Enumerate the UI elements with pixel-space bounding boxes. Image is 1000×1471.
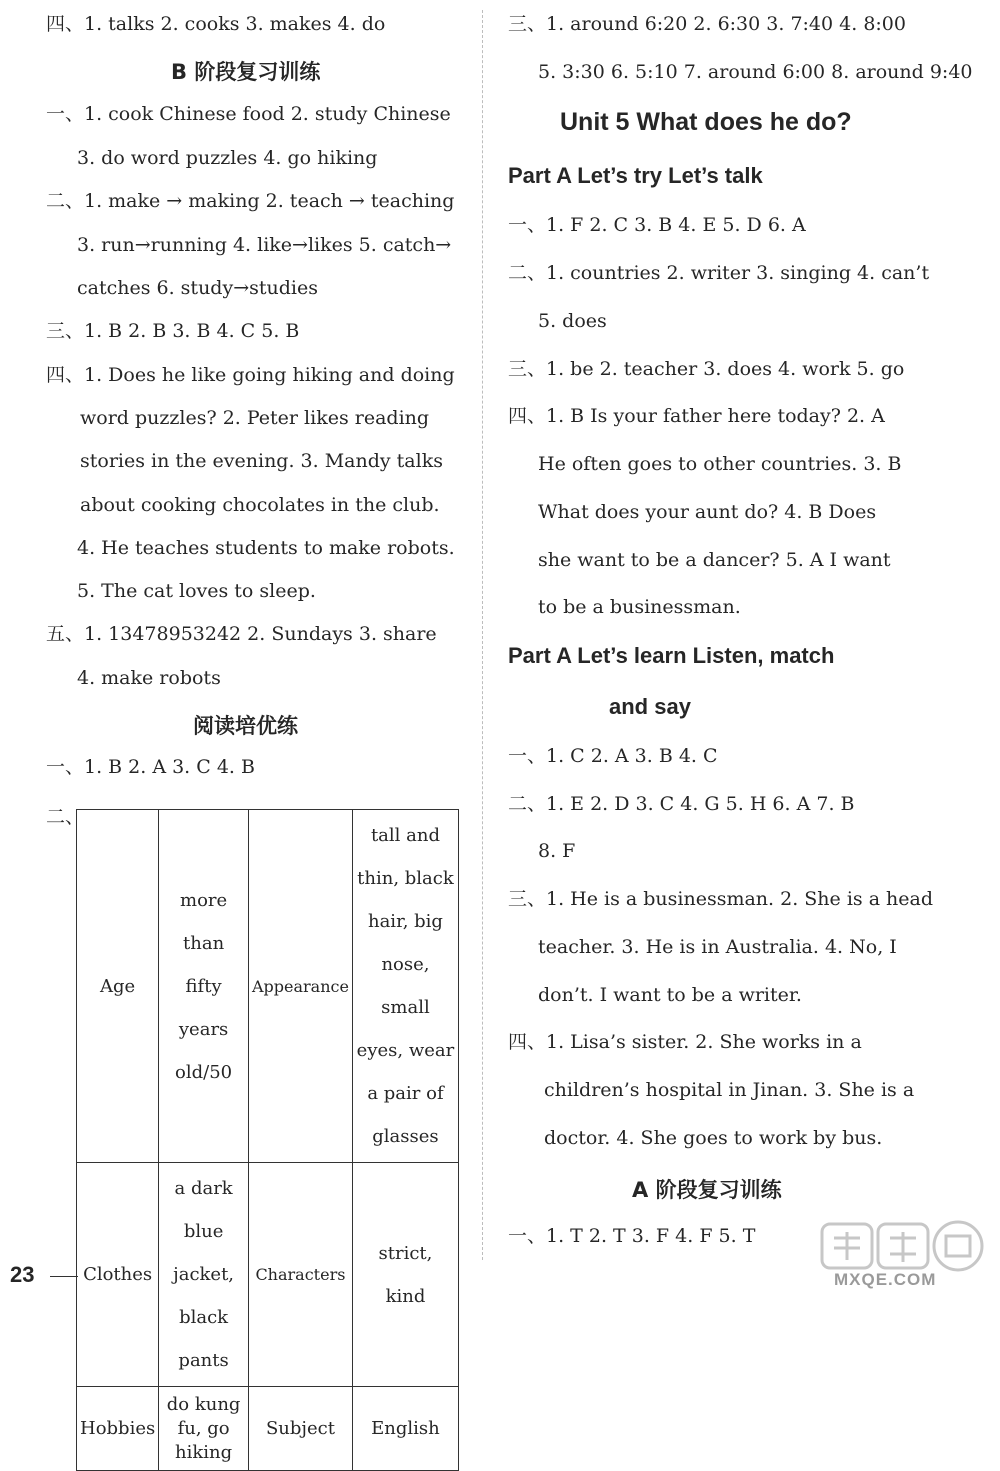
answer-line: 二、1. make → making 2. teach → teaching	[46, 190, 455, 212]
answer-line: 三、1. B 2. B 3. B 4. C 5. B	[46, 320, 300, 342]
answer-line: don’t. I want to be a writer.	[538, 984, 802, 1006]
answer-line: 三、1. He is a businessman. 2. She is a head	[508, 888, 934, 910]
table-cell: Clothes	[77, 1163, 159, 1387]
answer-line: 一、1. C 2. A 3. B 4. C	[508, 745, 718, 767]
answer-line: What does your aunt do? 4. B Does	[538, 501, 877, 523]
answer-line: 四、1. Lisa’s sister. 2. She works in a	[508, 1031, 862, 1053]
section-heading-a-review: A 阶段复习训练	[632, 1178, 782, 1202]
answer-line: 4. make robots	[77, 667, 221, 689]
watermark-url: MXQE.COM	[834, 1270, 937, 1289]
table-cell: Characters	[248, 1163, 352, 1387]
table-cell: English	[352, 1387, 458, 1471]
answer-line: doctor. 4. She goes to work by bus.	[544, 1127, 883, 1149]
page-number: 23	[10, 1262, 35, 1287]
reading-answer-table	[76, 809, 459, 1471]
answer-line: teacher. 3. He is in Australia. 4. No, I	[538, 936, 897, 958]
answer-line: 二、1. countries 2. writer 3. singing 4. can’t	[508, 262, 930, 284]
answer-line: 四、1. talks 2. cooks 3. makes 4. do	[46, 13, 386, 35]
answer-line: 三、1. be 2. teacher 3. does 4. work 5. go	[508, 358, 905, 380]
table-cell: Hobbies	[77, 1387, 159, 1471]
section-heading-b-review: B 阶段复习训练	[171, 60, 321, 84]
answer-line: she want to be a dancer? 5. A I want	[538, 549, 891, 571]
answer-line: 4. He teaches students to make robots.	[77, 537, 455, 559]
answer-line: 四、1. B Is your father here today? 2. A	[508, 405, 885, 427]
answer-line: children’s hospital in Jinan. 3. She is a	[544, 1079, 915, 1101]
table-cell: Age	[77, 810, 159, 1163]
part-title-continued: and say	[609, 694, 691, 719]
answer-line: 一、1. F 2. C 3. B 4. E 5. D 6. A	[508, 214, 806, 236]
answer-line: 5. does	[538, 310, 607, 332]
table-cell: more than fifty years old/50	[159, 810, 249, 1163]
table-row	[77, 810, 459, 1163]
answer-line: stories in the evening. 3. Mandy talks	[80, 450, 443, 472]
answer-line: 5. 3:30 6. 5:10 7. around 6:00 8. around 9:40	[538, 61, 973, 83]
answer-line: 一、1. cook Chinese food 2. study Chinese	[46, 103, 451, 125]
answer-line: He often goes to other countries. 3. B	[538, 453, 902, 475]
answer-line: 五、1. 13478953242 2. Sundays 3. share	[46, 623, 437, 645]
table-cell: tall and thin, black hair, big nose, small eyes, wear a pair of glasses	[352, 810, 458, 1163]
part-title: Part A Let’s try Let’s talk	[508, 163, 763, 188]
table-cell: Subject	[248, 1387, 352, 1471]
question-number: 二、	[46, 806, 85, 828]
answer-line: 一、1. T 2. T 3. F 4. F 5. T	[508, 1225, 756, 1247]
table-cell: a dark blue jacket, black pants	[159, 1163, 249, 1387]
section-heading-reading: 阅读培优练	[193, 714, 298, 738]
answer-line: catches 6. study→studies	[77, 277, 318, 299]
answer-line: 二、1. E 2. D 3. C 4. G 5. H 6. A 7. B	[508, 793, 855, 815]
answer-line: to be a businessman.	[538, 596, 741, 618]
part-title: Part A Let’s learn Listen, match	[508, 643, 835, 668]
unit-title: Unit 5 What does he do?	[560, 108, 852, 136]
answer-line: 四、1. Does he like going hiking and doing	[46, 364, 455, 386]
table-row	[77, 1163, 459, 1387]
table-row	[77, 1387, 459, 1471]
answer-line: about cooking chocolates in the club.	[80, 494, 440, 516]
answer-line: 三、1. around 6:20 2. 6:30 3. 7:40 4. 8:00	[508, 13, 906, 35]
column-divider	[482, 10, 483, 1260]
table-cell: do kung fu, go hiking	[159, 1387, 249, 1471]
table-cell: strict, kind	[352, 1163, 458, 1387]
answer-line: word puzzles? 2. Peter likes reading	[80, 407, 430, 429]
table-cell: Appearance	[248, 810, 352, 1163]
answer-line: 3. run→running 4. like→likes 5. catch→	[77, 234, 452, 256]
answer-line: 8. F	[538, 840, 576, 862]
answer-line: 3. do word puzzles 4. go hiking	[77, 147, 378, 169]
answer-line: 5. The cat loves to sleep.	[77, 580, 316, 602]
page-number-dash	[50, 1276, 78, 1277]
answer-line: 一、1. B 2. A 3. C 4. B	[46, 756, 255, 778]
